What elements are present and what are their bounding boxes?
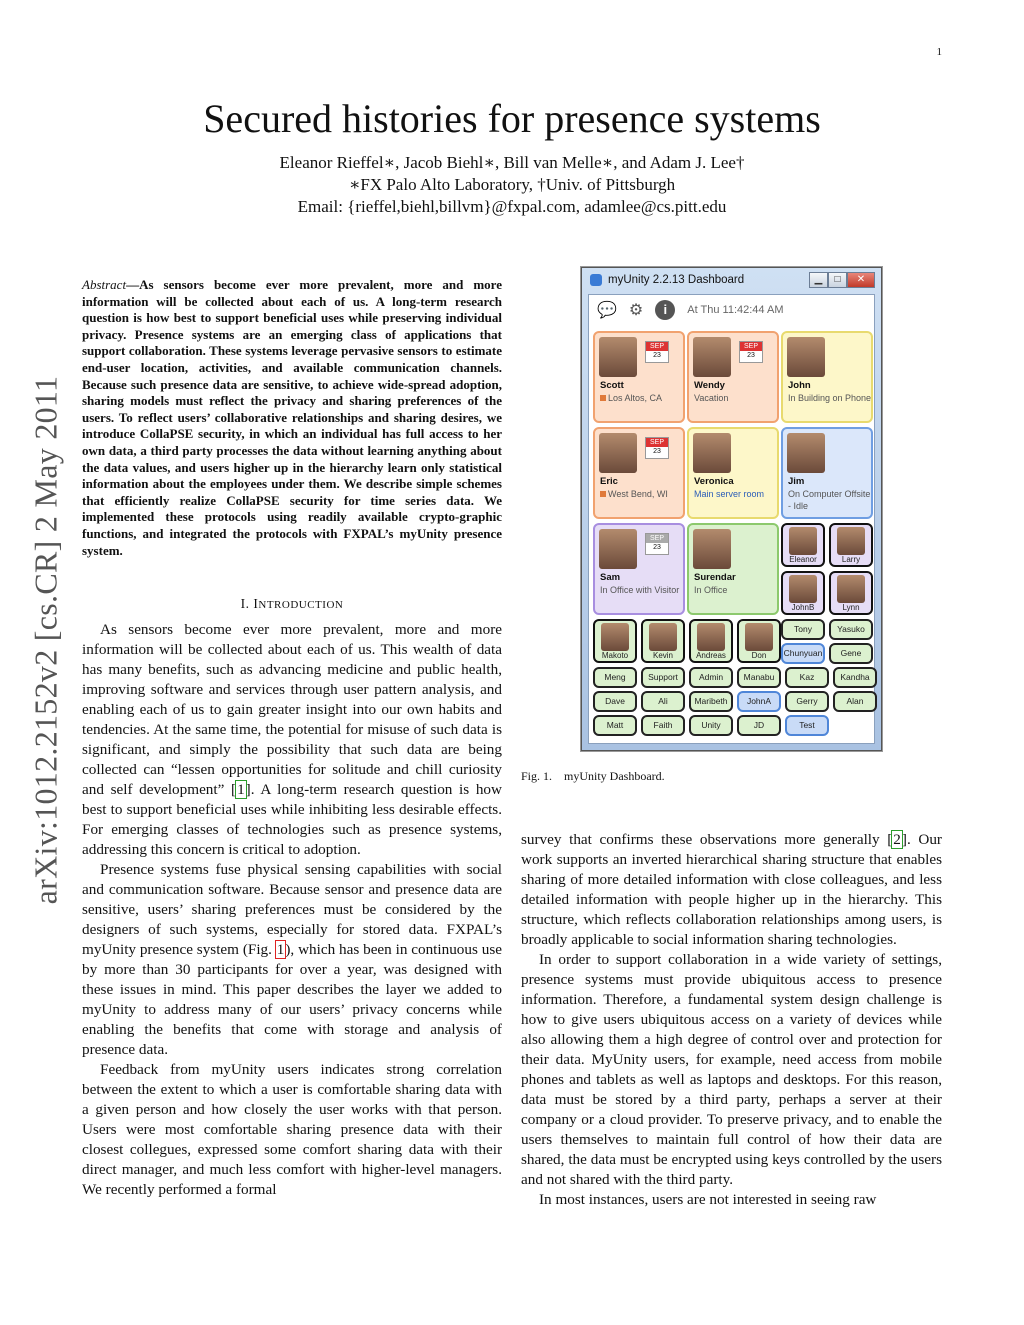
avatar: [693, 529, 731, 569]
tile-name: Jim: [788, 476, 805, 487]
right-paragraph-1: [521, 830, 942, 950]
tile-status: [600, 392, 684, 404]
caption-label: Fig. 1.: [521, 769, 553, 783]
intro-paragraph-3: Feedback from myUnity users indicates strong correlation between the extent to which a user is comfortable sharing data with a given person and how closely the user works with that person. Users were most comfortable sharing presence data with their closest collegues, expressed some comfort sharing data with their direct manager, and much less comfort with higher-level managers. We recently performed a formal: [82, 1061, 502, 1199]
tile-status: In Office with Visitor: [600, 585, 680, 595]
chip-maribeth[interactable]: Maribeth: [689, 691, 733, 712]
chip-unity[interactable]: Unity: [689, 715, 733, 736]
calendar-day: 23: [653, 448, 661, 455]
intro-p2-part-b: ), which has been in continuous use by more than 30 participants for over a year, was designed with these issues in mind. This paper describes the layer we added to myUnity to address many of our users’ privacy concerns while enabling the benefits that come with storage and analysis of presence data.: [82, 941, 502, 1059]
citation-link-1[interactable]: 1: [237, 781, 245, 799]
tile-name: Veronica: [694, 476, 734, 487]
figure-link-1[interactable]: 1: [276, 941, 285, 959]
calendar-day: 23: [653, 544, 661, 551]
section-heading-introduction: [82, 596, 502, 612]
small-name: Larry: [841, 555, 861, 564]
page-number: 1: [936, 46, 942, 58]
presence-tile-eric[interactable]: [593, 427, 685, 519]
avatar: [787, 433, 825, 473]
dashboard-time: At Thu 11:42:44 AM: [687, 304, 784, 316]
tile-status: Vacation: [694, 393, 729, 403]
avatar: [649, 623, 677, 651]
avatar: [601, 623, 629, 651]
right-p1-part-b: ]. Our work supports an inverted hierarchical sharing structure that enables sharing of more detailed information with close colleagues, and less detailed information with people higher up in the hierarchy. This structure, which reflects collaboration relationships among users, is broadly applicable to social information sharing technologies.: [521, 831, 942, 948]
maximize-button[interactable]: □: [828, 272, 847, 288]
status-square-icon: [600, 395, 606, 401]
chip-yasuko[interactable]: Yasuko: [829, 619, 873, 640]
avatar: [745, 623, 773, 651]
calendar-month: SEP: [646, 438, 668, 447]
tile-name: Wendy: [694, 380, 725, 391]
chip-ali[interactable]: Ali: [641, 691, 685, 712]
presence-tile-veronica[interactable]: [687, 427, 779, 519]
author-block: [0, 152, 1024, 218]
small-name: JohnB: [791, 603, 815, 612]
intro-p2-part-a: Presence systems fuse physical sensing capabilities with social and communication software. Because sensor and presence data are sensitive, users’ sharing preferences must be considered by the designers of such systems, especially for stored data. FXPAL’s myUnity presence system (Fig.: [82, 861, 502, 959]
presence-tile-jim[interactable]: [781, 427, 873, 519]
calendar-day: 23: [747, 352, 755, 359]
presence-tile-surendar[interactable]: [687, 523, 779, 615]
chip-johna[interactable]: JohnA: [737, 691, 781, 712]
dashboard-title: myUnity 2.2.13 Dashboard: [608, 274, 745, 286]
avatar: [789, 575, 817, 603]
dashboard-body: [588, 294, 875, 744]
paper-title: Secured histories for presence systems: [203, 96, 821, 141]
small-name: Makoto: [601, 651, 629, 660]
calendar-icon: [645, 437, 669, 459]
tile-name: John: [788, 380, 811, 391]
citation-link-2[interactable]: 2: [893, 831, 901, 848]
chip-tony[interactable]: Tony: [781, 619, 825, 640]
section-name-rest: NTRODUCTION: [258, 599, 344, 612]
avatar: [697, 623, 725, 651]
status-square-icon: [600, 491, 606, 497]
abstract-label: Abstract: [82, 277, 127, 292]
authors-line: Eleanor Rieffel∗, Jacob Biehl∗, Bill van Melle∗, and Adam J. Lee†: [279, 153, 745, 172]
tile-name: Scott: [600, 380, 624, 391]
chip-chunyuan[interactable]: Chunyuan: [781, 643, 825, 664]
avatar: [693, 433, 731, 473]
section-initial: I: [253, 596, 259, 612]
abstract-text: —As sensors become ever more prevalent, more and more information will be collected about each of us. A long-term research question is how best to support beneficial uses while preserving individual privacy. Presence systems are an emerging class of applications that support collaboration. These systems leverage pervasive sensors to estimate end-user location, activities, and available communication channels. Because such presence data are sensitive, to achieve wide-spread adoption, sharing models must reflect the privacy and sharing preferences of the users. To reflect users’ collaborative relationships and sharing desires, we introduce CollaPSE security, in which an individual has full access to her own data, a third party processes the data without learning anything about the data values, and users higher up in the hierarchy learn only statistical information about the employees under them. We describe simple schemes that efficiently realize CollaPSE security for time series data. We implemented these protocols using readily available crypto-graphic functions, and integrated the protocols with FXPAL’s myUnity presence system.: [82, 277, 502, 558]
presence-small-don[interactable]: [737, 619, 781, 663]
presence-small-johnb[interactable]: [781, 571, 825, 615]
email-line: Email: {rieffel,biehl,billvm}@fxpal.com, adamlee@cs.pitt.edu: [297, 197, 727, 216]
calendar-icon: [645, 341, 669, 363]
presence-small-larry[interactable]: [829, 523, 873, 567]
chat-icon[interactable]: 💬: [597, 302, 617, 319]
intro-p1-part-a: As sensors become ever more prevalent, more and more information will be collected about each of us. This wealth of data has many benefits, such as advancing medicine and public health, improving software and services through user pattern analysis, and enabling each of us to gain greater insight into our own habits and tendencies. At the same time, the potential for misuse of such data is significant, and simply the possibility that such data are being collected can “lessen opportunities for solitude and chill curiosity and self development” [: [82, 621, 502, 799]
tile-status: On Computer Offsite - Idle: [788, 489, 871, 511]
chip-kandha[interactable]: Kandha: [833, 667, 877, 688]
small-name: Andreas: [696, 651, 726, 660]
tile-status: Main server room: [694, 489, 765, 499]
avatar: [693, 337, 731, 377]
small-name: Eleanor: [789, 555, 817, 564]
chip-gene[interactable]: Gene: [829, 643, 873, 664]
presence-small-kevin[interactable]: [641, 619, 685, 663]
abstract: [82, 277, 502, 559]
info-icon[interactable]: i: [655, 300, 675, 320]
chip-test[interactable]: Test: [785, 715, 829, 736]
presence-tile-scott[interactable]: [593, 331, 685, 423]
presence-tile-john[interactable]: [781, 331, 873, 423]
affiliation-line: ∗FX Palo Alto Laboratory, †Univ. of Pittsburgh: [348, 175, 676, 194]
chip-gerry[interactable]: Gerry: [785, 691, 829, 712]
calendar-icon: [739, 341, 763, 363]
presence-small-andreas[interactable]: [689, 619, 733, 663]
chip-dave[interactable]: Dave: [593, 691, 637, 712]
avatar: [599, 337, 637, 377]
tile-status: [600, 488, 684, 500]
calendar-month: SEP: [740, 342, 762, 351]
tile-status-text: Los Altos, CA: [608, 393, 663, 403]
caption-text: myUnity Dashboard.: [564, 769, 665, 783]
presence-tile-wendy[interactable]: [687, 331, 779, 423]
left-column: [82, 277, 502, 1200]
dashboard-titlebar: [582, 268, 881, 292]
calendar-day: 23: [653, 352, 661, 359]
chip-matt[interactable]: Matt: [593, 715, 637, 736]
chip-jd[interactable]: JD: [737, 715, 781, 736]
right-paragraph-3: In most instances, users are not interested in seeing raw: [539, 1191, 877, 1208]
tile-name: Sam: [600, 572, 621, 583]
calendar-icon: [645, 533, 669, 555]
intro-paragraph-2: [82, 860, 502, 1060]
small-name: Don: [751, 651, 767, 660]
chip-faith[interactable]: Faith: [641, 715, 685, 736]
right-p1-part-a: survey that confirms these observations more generally [: [521, 831, 893, 848]
chip-manabu[interactable]: Manabu: [737, 667, 781, 688]
chip-support[interactable]: Support: [641, 667, 685, 688]
intro-p1-part-b: ]. A long-term research question is how best to support beneficial uses while inhibiting less desirable effects. For emerging classes of technologies such as presence systems, addressing this concern is critical to adoption.: [82, 781, 502, 859]
avatar: [837, 575, 865, 603]
tile-status-text: West Bend, WI: [608, 489, 668, 499]
right-column: [521, 830, 942, 1210]
intro-paragraph-1: [82, 620, 502, 860]
section-number: I.: [240, 596, 250, 612]
app-icon: [590, 274, 602, 286]
calendar-month: SEP: [646, 342, 668, 351]
figure-myunity-dashboard: [581, 267, 882, 751]
avatar: [837, 527, 865, 555]
presence-small-eleanor[interactable]: [781, 523, 825, 567]
close-button[interactable]: ✕: [847, 272, 875, 288]
tile-name: Surendar: [694, 572, 736, 583]
avatar: [789, 527, 817, 555]
tile-name: Eric: [600, 476, 618, 487]
chip-alan[interactable]: Alan: [833, 691, 877, 712]
chip-kaz[interactable]: Kaz: [785, 667, 829, 688]
avatar: [599, 433, 637, 473]
arxiv-stamp-text: arXiv:1012.2152v2 [cs.CR] 2 May 2011: [27, 375, 64, 905]
presence-small-lynn[interactable]: [829, 571, 873, 615]
arxiv-stamp: [22, 365, 70, 915]
window-controls: [809, 272, 875, 288]
chip-meng[interactable]: Meng: [593, 667, 637, 688]
minimize-button[interactable]: ▁: [809, 272, 828, 288]
presence-small-makoto[interactable]: [593, 619, 637, 663]
presence-tile-sam[interactable]: [593, 523, 685, 615]
tile-status: In Office: [694, 585, 728, 595]
small-name: Lynn: [842, 603, 860, 612]
avatar: [787, 337, 825, 377]
dashboard-toolbar: [589, 295, 874, 325]
avatar: [599, 529, 637, 569]
calendar-month: SEP: [646, 534, 668, 543]
figure-caption: [521, 769, 677, 784]
chip-admin[interactable]: Admin: [689, 667, 733, 688]
small-name: Kevin: [652, 651, 673, 660]
gear-icon[interactable]: ⚙: [628, 302, 644, 319]
tile-status: In Building on Phone: [788, 393, 872, 403]
right-paragraph-2: In order to support collaboration in a wide variety of settings, presence systems must provide ubiquitous access to presence information. Therefore, a fundamental system design challenge is how to give users ubiquitous access on a variety of devices while also allowing them a high degree of control over and protection for their data. MyUnity users, for example, need access from mobile phones and tablets as well as laptops and desktops. For this reason, data must be stored by a third party, perhaps a server at their company or a cloud provider. To preserve privacy, and to enable the users themselves to maintain full control of how their data are shared, the data must be encrypted using keys controlled by the users and not shared with the third party.: [521, 951, 942, 1188]
